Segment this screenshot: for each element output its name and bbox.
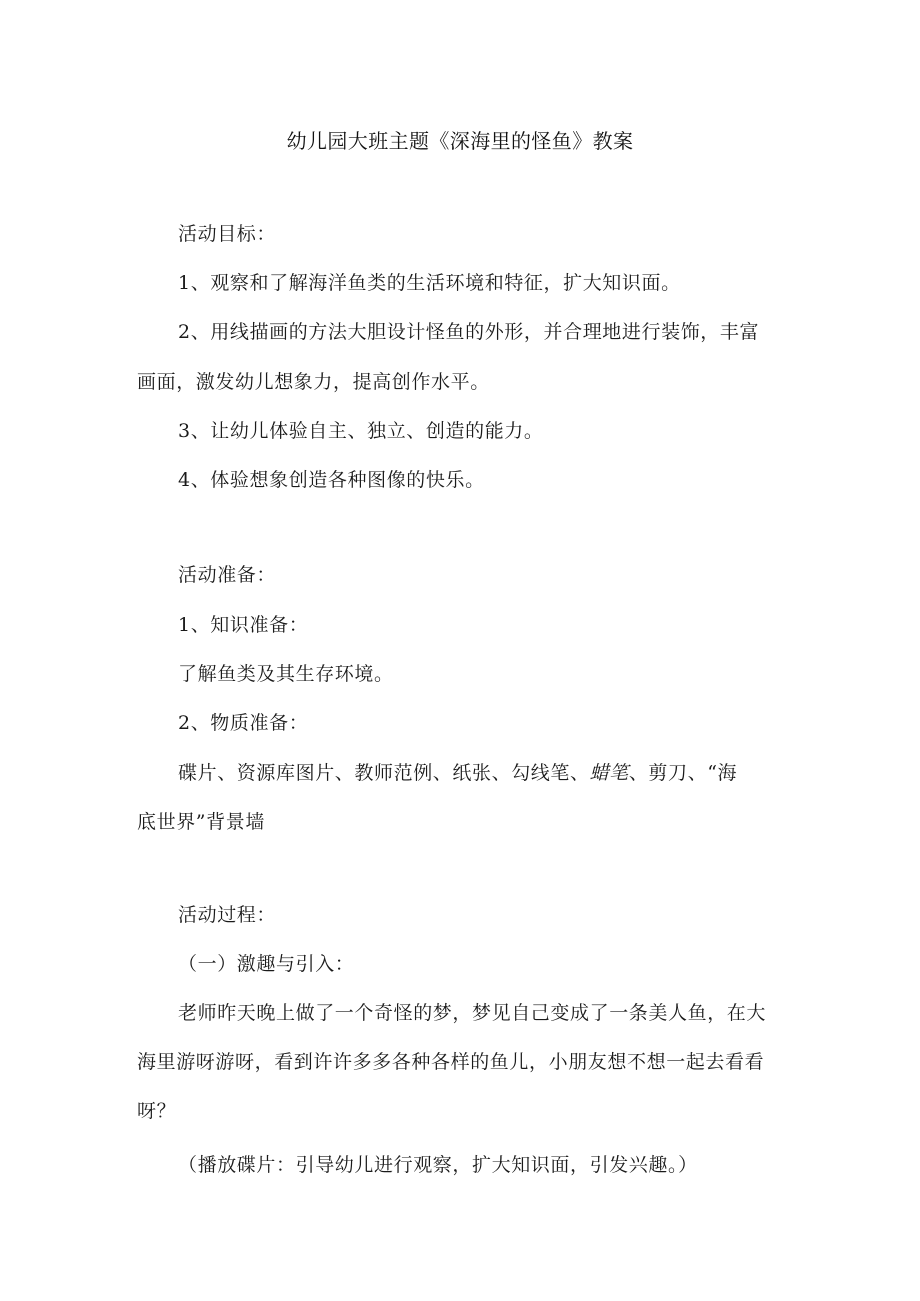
document-title: 幼儿园大班主题《深海里的怪鱼》教案 [286,129,634,153]
knowledge-text: 了解鱼类及其生存环境。 [178,663,394,685]
material-line-1-part-a: 碟片、资源库图片、教师范例、纸张、勾线笔、 [178,762,590,784]
material-line-2: 底世界”背景墙 [137,811,265,833]
play-disc-note: （播放碟片：引导幼儿进行观察，扩大知识面，引发兴趣。） [178,1154,698,1176]
step-1-heading: （一）激趣与引入： [178,953,355,975]
material-line-1-part-c: 、剪刀、“海 [628,762,738,784]
goal-item-1: 1、观察和了解海洋鱼类的生活环境和特征，扩大知识面。 [178,272,681,294]
goal-item-4: 4、体验想象创造各种图像的快乐。 [178,469,485,491]
knowledge-heading: 1、知识准备： [178,614,309,636]
goal-item-2-line-1: 2、用线描画的方法大胆设计怪鱼的外形，并合理地进行装饰，丰富 [178,321,760,343]
story-line-3: 呀？ [137,1100,177,1122]
goal-item-3: 3、让幼儿体验自主、独立、创造的能力。 [178,420,544,442]
process-heading: 活动过程： [178,904,277,926]
material-heading: 2、物质准备： [178,712,309,734]
material-line-1 [178,761,737,785]
story-line-2: 海里游呀游呀，看到许许多多各种各样的鱼儿，小朋友想不想一起去看看 [137,1051,765,1073]
preparation-heading: 活动准备： [178,564,277,586]
goal-item-2-line-2: 画面，激发幼儿想象力，提高创作水平。 [137,371,490,393]
goals-heading: 活动目标： [178,223,277,245]
material-crayon-text: 蜡笔 [589,762,629,784]
story-line-1: 老师昨天晚上做了一个奇怪的梦，梦见自己变成了一条美人鱼，在大 [178,1002,767,1024]
